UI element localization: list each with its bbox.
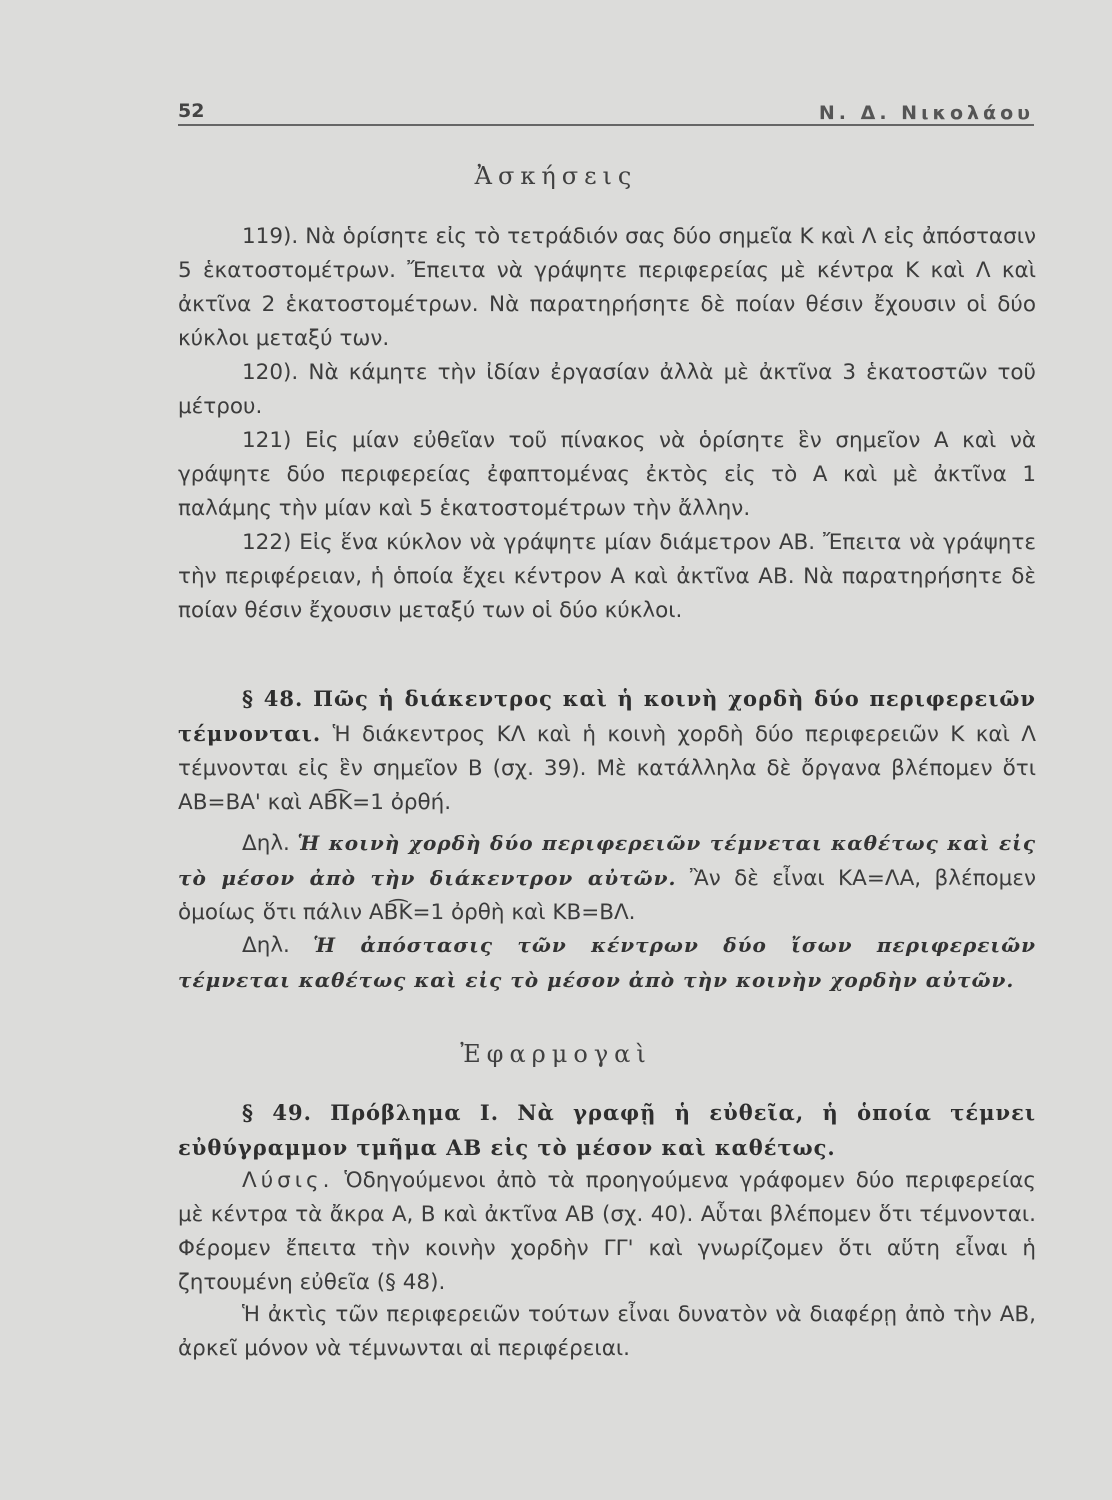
solution-note: Ἡ ἀκτὶς τῶν περιφερειῶν τούτων εἶναι δυνατὸν νὰ διαφέρῃ ἀπὸ τὴν ΑΒ, ἀρκεῖ μόνον νὰ τέμνωνται αἱ περιφέρειαι.: [178, 1302, 1036, 1361]
section-48-conclusion-2: [178, 928, 1036, 998]
exercises-title: Ἀσκήσεις: [474, 162, 638, 190]
del-label-1: Δηλ.: [242, 831, 290, 856]
page-header: [178, 96, 1034, 126]
section-48: [178, 682, 1036, 820]
statement-1-rest: Ἂν δὲ εἶναι ΚΑ=ΛΑ, βλέπομεν ὁμοίως ὅτι πάλιν ΑΒ͡Κ=1 ὀρθὴ καὶ ΚΒ=ΒΛ.: [178, 866, 1036, 925]
solution-text: Ὁδηγούμενοι ἀπὸ τὰ προηγούμενα γράφομεν δύο περιφερείας μὲ κέντρα τὰ ἄκρα Α, Β καὶ ἀκτῖνα ΑΒ (σχ. 40). Αὗται βλέπομεν ὅτι τέμνονται. Φέρομεν ἔπειτα τὴν κοινὴν χορδὴν ΓΓ' καὶ γνωρίζομεν ὅτι αὕτη εἶναι ἡ ζητουμένη εὐθεῖα (§ 48).: [178, 1168, 1036, 1295]
section-48-heading: § 48. Πῶς ἡ διάκεντρος καὶ ἡ κοινὴ χορδὴ δύο περιφερειῶν τέμνονται.: [178, 686, 1036, 746]
section-48-text: Ἡ διάκεντρος ΚΛ καὶ ἡ κοινὴ χορδὴ δύο περιφερειῶν Κ καὶ Λ τέμνονται εἰς ἓν σημεῖον Β (σχ. 39). Μὲ κατάλληλα δὲ ὄργανα βλέπομεν ὅτι ΑΒ=ΒΑ' καὶ ΑΒ͡Κ=1 ὀρθή.: [178, 722, 1036, 815]
exercise-119: 119). Νὰ ὁρίσητε εἰς τὸ τετράδιόν σας δύο σημεῖα Κ καὶ Λ εἰς ἀπόστασιν 5 ἑκατοστομέτρων. Ἔπειτα νὰ γράψητε περιφερείας μὲ κέντρα Κ καὶ Λ καὶ ἀκτῖνα 2 ἑκατοστομέτρων. Νὰ παρατηρήσητε δὲ ποίαν θέσιν ἔχουσιν οἱ δύο κύκλοι μεταξύ των.: [178, 224, 1036, 351]
problem-49-heading: § 49. Πρόβλημα Ι. Νὰ γραφῇ ἡ εὐθεῖα, ἡ ὁποία τέμνει εὐθύγραμμον τμῆμα ΑΒ εἰς τὸ μέσον καὶ καθέτως.: [178, 1100, 1036, 1160]
solution-label: Λύσις.: [242, 1168, 334, 1193]
applications-title: Ἐφαρμογαὶ: [460, 1040, 652, 1068]
exercise-120: 120). Νὰ κάμητε τὴν ἰδίαν ἐργασίαν ἀλλὰ μὲ ἀκτῖνα 3 ἑκατοστῶν τοῦ μέτρου.: [178, 360, 1036, 419]
solution: [178, 1164, 1036, 1300]
exercise-122: 122) Εἰς ἕνα κύκλον νὰ γράψητε μίαν διάμετρον ΑΒ. Ἔπειτα νὰ γράψητε τὴν περιφέρειαν, ἡ ὁποία ἔχει κέντρον Α καὶ ἀκτῖνα ΑΒ. Νὰ παρατηρήσητε δὲ ποίαν θέσιν ἔχουσιν μεταξύ των οἱ δύο κύκλοι.: [178, 530, 1036, 623]
statement-1: Ἡ κοινὴ χορδὴ δύο περιφερειῶν τέμνεται καθέτως καὶ εἰς τὸ μέσον ἀπὸ τὴν διάκεντρον αὐτῶν.: [178, 831, 1036, 890]
page-number: 52: [178, 100, 205, 122]
author-name: Ν. Δ. Νικολάου: [818, 102, 1034, 124]
section-48-conclusion-1: [178, 826, 1036, 930]
problem-49: [178, 1096, 1036, 1166]
header-rule: [178, 124, 1034, 126]
del-label-2: Δηλ.: [242, 933, 290, 958]
exercise-121: 121) Εἰς μίαν εὐθεῖαν τοῦ πίνακος νὰ ὁρίσητε ἓν σημεῖον Α καὶ νὰ γράψητε δύο περιφερείας ἐφαπτομένας ἐκτὸς εἰς τὸ Α καὶ μὲ ἀκτῖνα 1 παλάμης τὴν μίαν καὶ 5 ἑκατοστομέτρων τὴν ἄλλην.: [178, 428, 1036, 521]
statement-2: Ἡ ἀπόστασις τῶν κέντρων δύο ἴσων περιφερειῶν τέμνεται καθέτως καὶ εἰς τὸ μέσον ἀπὸ τὴν κοινὴν χορδὴν αὐτῶν.: [178, 933, 1036, 992]
